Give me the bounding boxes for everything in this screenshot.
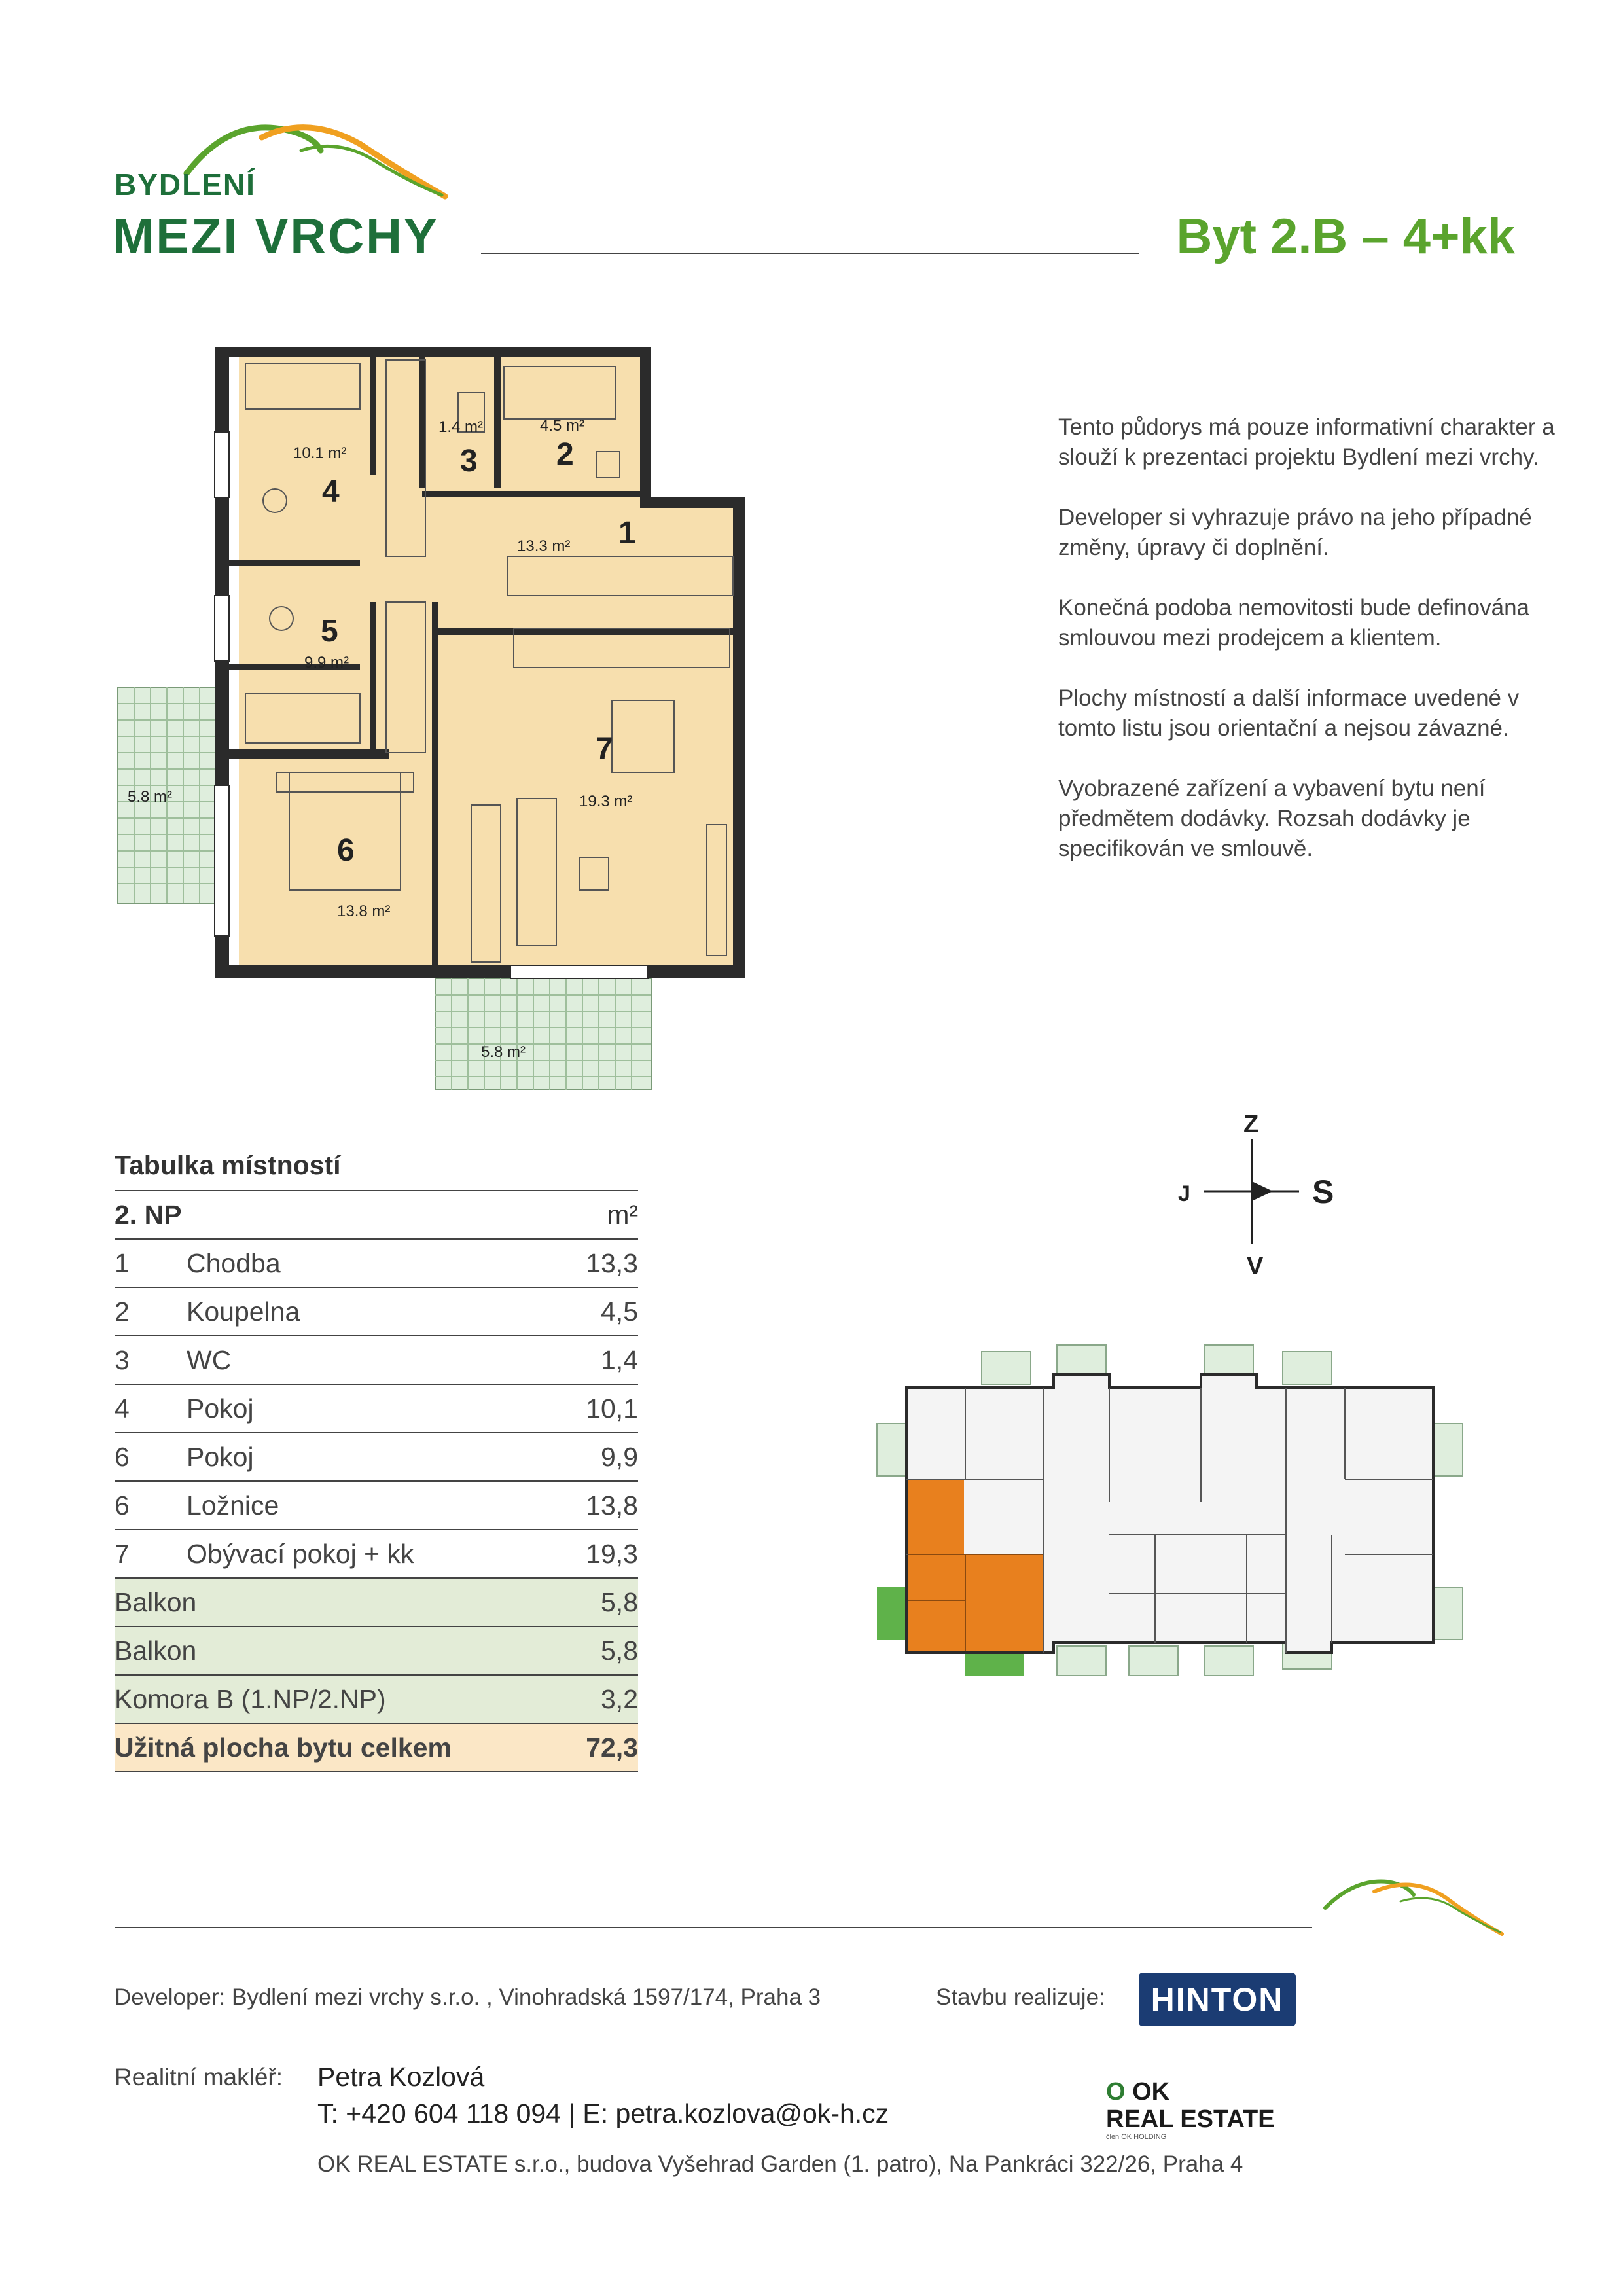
room-7-area: 19.3 m² bbox=[579, 793, 633, 810]
row-name: Ložnice bbox=[187, 1481, 563, 1530]
room-2-area: 4.5 m² bbox=[540, 417, 585, 435]
room-6-number: 6 bbox=[337, 833, 355, 868]
row-area: 1,4 bbox=[563, 1336, 638, 1384]
compass-east-label: S bbox=[1312, 1174, 1334, 1210]
room-5-area: 9.9 m² bbox=[304, 654, 349, 672]
developer-info: Developer: Bydlení mezi vrchy s.r.o. , Vinohradská 1597/174, Praha 3 bbox=[115, 1984, 821, 2010]
agency-company-info: OK REAL ESTATE s.r.o., budova Vyšehrad Garden (1. patro), Na Pankráci 322/26, Praha 4 bbox=[317, 2151, 1243, 2177]
row-number: 1 bbox=[115, 1239, 187, 1287]
highlight-balcony-left bbox=[877, 1587, 906, 1640]
room-1-number: 1 bbox=[618, 516, 636, 550]
brand-logo-hills-small bbox=[1315, 1872, 1512, 1944]
compass-rose bbox=[1158, 1106, 1355, 1283]
table-row bbox=[115, 1481, 638, 1530]
ok-logo-icon: O bbox=[1106, 2078, 1126, 2106]
row-area: 5,8 bbox=[563, 1578, 638, 1626]
footer-divider bbox=[115, 1927, 1312, 1928]
table-row bbox=[115, 1384, 638, 1433]
row-name: Komora B (1.NP/2.NP) bbox=[115, 1675, 563, 1723]
room-5-number: 5 bbox=[321, 614, 338, 649]
total-area: 72,3 bbox=[563, 1723, 638, 1772]
table-row-extra bbox=[115, 1578, 638, 1626]
floor-plan bbox=[105, 340, 753, 1093]
building-floor-overview bbox=[874, 1338, 1476, 1692]
row-name: Balkon bbox=[115, 1578, 563, 1626]
row-name: Balkon bbox=[115, 1626, 563, 1675]
compass-west-label: J bbox=[1178, 1181, 1190, 1206]
row-number: 6 bbox=[115, 1481, 187, 1530]
row-name: Pokoj bbox=[187, 1384, 563, 1433]
row-name: Koupelna bbox=[187, 1287, 563, 1336]
row-number: 4 bbox=[115, 1384, 187, 1433]
note-3: Konečná podoba nemovitosti bude definována smlouvou mezi prodejcem a klientem. bbox=[1058, 595, 1529, 651]
row-number: 3 bbox=[115, 1336, 187, 1384]
brand-name-line2: MEZI VRCHY bbox=[113, 209, 439, 264]
okre-logo-line1: OK bbox=[1132, 2078, 1170, 2106]
table-row bbox=[115, 1239, 638, 1287]
table-row-extra bbox=[115, 1626, 638, 1675]
row-area: 4,5 bbox=[563, 1287, 638, 1336]
note-2: Developer si vyhrazuje právo na jeho případné změny, úpravy či doplnění. bbox=[1058, 505, 1532, 560]
disclaimer-notes bbox=[1058, 412, 1556, 894]
row-area: 19,3 bbox=[563, 1530, 638, 1578]
row-number: 7 bbox=[115, 1530, 187, 1578]
row-name: Chodba bbox=[187, 1239, 563, 1287]
row-area: 13,3 bbox=[563, 1239, 638, 1287]
room-2-number: 2 bbox=[556, 437, 574, 472]
okre-logo-sub: člen OK HOLDING bbox=[1106, 2133, 1167, 2141]
apartment-title: Byt 2.B – 4+kk bbox=[1176, 209, 1515, 264]
balcony-bottom-area: 5.8 m² bbox=[481, 1043, 526, 1061]
row-area: 13,8 bbox=[563, 1481, 638, 1530]
compass-arrow-icon bbox=[1252, 1181, 1273, 1201]
table-row bbox=[115, 1336, 638, 1384]
balcony-left bbox=[118, 687, 216, 903]
compass-north-label: Z bbox=[1243, 1111, 1259, 1138]
hinton-logo: HINTON bbox=[1139, 1973, 1296, 2026]
room-6-area: 13.8 m² bbox=[337, 903, 391, 920]
table-row bbox=[115, 1287, 638, 1336]
room-4-area: 10.1 m² bbox=[293, 444, 347, 462]
agent-label: Realitní makléř: bbox=[115, 2064, 283, 2090]
note-1: Tento půdorys má pouze informativní charakter a slouží k prezentaci projektu Bydlení mezi vrchy. bbox=[1058, 414, 1555, 470]
note-5: Vyobrazené zařízení a vybavení bytu není předmětem dodávky. Rozsah dodávky je specifikován ve smlouvě. bbox=[1058, 776, 1486, 861]
floor-label: 2. NP bbox=[115, 1191, 563, 1239]
table-row-extra bbox=[115, 1675, 638, 1723]
row-area: 9,9 bbox=[563, 1433, 638, 1481]
unit-label: m² bbox=[563, 1191, 638, 1239]
room-table bbox=[115, 1190, 638, 1772]
total-label: Užitná plocha bytu celkem bbox=[115, 1723, 563, 1772]
balcony-bottom bbox=[435, 978, 651, 1090]
agent-contact: T: +420 604 118 094 | E: petra.kozlova@ok-h.cz bbox=[317, 2098, 889, 2128]
table-row bbox=[115, 1433, 638, 1481]
header-divider bbox=[481, 253, 1139, 254]
highlight-balcony-bottom bbox=[965, 1653, 1024, 1676]
room-4-number: 4 bbox=[322, 475, 340, 509]
room-table-header bbox=[115, 1191, 638, 1239]
room-3-number: 3 bbox=[460, 444, 478, 478]
builder-label: Stavbu realizuje: bbox=[936, 1984, 1105, 2010]
row-area: 5,8 bbox=[563, 1626, 638, 1675]
row-area: 3,2 bbox=[563, 1675, 638, 1723]
table-row bbox=[115, 1530, 638, 1578]
row-area: 10,1 bbox=[563, 1384, 638, 1433]
row-number: 6 bbox=[115, 1433, 187, 1481]
row-name: WC bbox=[187, 1336, 563, 1384]
row-number: 2 bbox=[115, 1287, 187, 1336]
room-1-area: 13.3 m² bbox=[517, 537, 571, 555]
room-3-area: 1.4 m² bbox=[438, 418, 484, 436]
okre-logo-line2: REAL ESTATE bbox=[1106, 2106, 1275, 2133]
row-name: Pokoj bbox=[187, 1433, 563, 1481]
balcony-left-area: 5.8 m² bbox=[128, 788, 173, 806]
ok-real-estate-logo bbox=[1106, 2078, 1302, 2150]
brand-name-line1: BYDLENÍ bbox=[115, 168, 256, 202]
room-table-title: Tabulka místností bbox=[115, 1150, 341, 1180]
row-name: Obývací pokoj + kk bbox=[187, 1530, 563, 1578]
note-4: Plochy místností a další informace uvedené v tomto listu jsou orientační a nejsou závazné. bbox=[1058, 685, 1520, 741]
agent-name: Petra Kozlová bbox=[317, 2062, 485, 2092]
room-7-number: 7 bbox=[596, 732, 613, 766]
table-row-total bbox=[115, 1723, 638, 1772]
compass-south-label: V bbox=[1247, 1253, 1264, 1280]
